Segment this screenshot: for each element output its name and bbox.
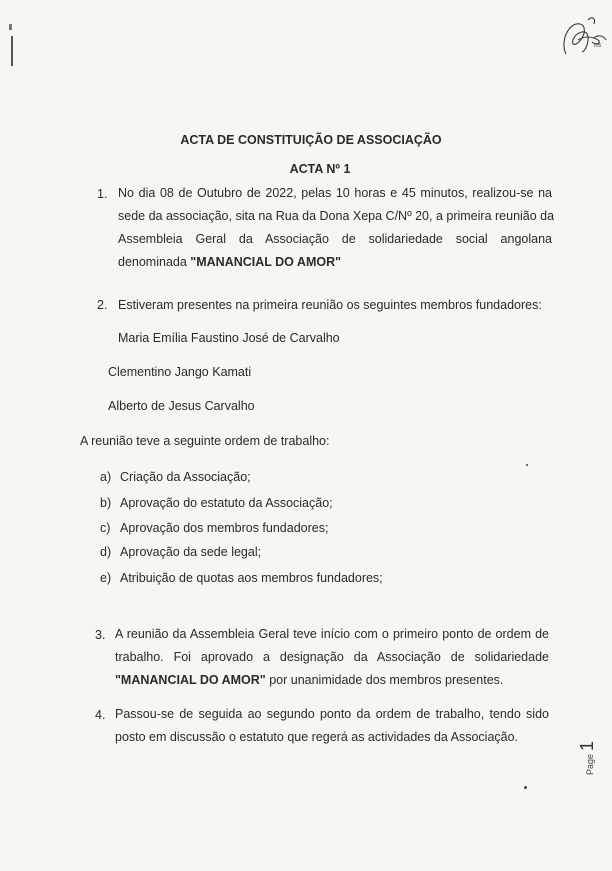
item-number: 1.	[97, 187, 108, 201]
member-name: Alberto de Jesus Carvalho	[108, 399, 255, 413]
association-name: "MANANCIAL DO AMOR"	[190, 255, 342, 269]
member-name: Clementino Jango Kamati	[108, 365, 252, 379]
agenda-item	[100, 545, 261, 559]
scan-mark	[9, 24, 12, 30]
paragraph-line	[118, 251, 552, 274]
document-title: ACTA DE CONSTITUIÇÃO DE ASSOCIAÇÃO	[180, 133, 442, 147]
svg-text:ns: ns	[594, 40, 602, 49]
paragraph-line	[115, 669, 549, 692]
line-text: por unanimidade dos membros presentes.	[265, 673, 504, 687]
agenda-text: Aprovação dos membros fundadores;	[120, 521, 329, 535]
agenda-text: Aprovação da sede legal;	[120, 545, 262, 559]
paragraph-line: No dia 08 de Outubro de 2022, pelas 10 horas e 45 minutos, realizou-se na	[118, 186, 552, 200]
page-number: 1	[577, 740, 597, 751]
paragraph-line: Assembleia Geral da Associação de solidariedade social angolana	[118, 232, 552, 246]
paragraph-line: sede da associação, sita na Rua da Dona Xepa C/Nº 20, a primeira reunião da	[118, 209, 555, 223]
paragraph-line: posto em discussão o estatuto que regerá as actividades da Associação.	[115, 730, 519, 744]
agenda-item	[100, 521, 328, 535]
item-3-paragraph	[115, 623, 549, 692]
member-name: Maria Emília Faustino José de Carvalho	[118, 331, 340, 345]
item-4-paragraph	[115, 703, 549, 749]
agenda-item	[100, 571, 383, 585]
signature-icon	[558, 14, 610, 62]
item-number: 3.	[95, 628, 106, 642]
agenda-text: Aprovação do estatuto da Associação;	[120, 496, 333, 510]
paragraph-line: Passou-se de seguida ao segundo ponto da ordem de trabalho, tendo sido	[115, 707, 549, 721]
agenda-label: b)	[100, 496, 112, 510]
agenda-item	[100, 470, 251, 484]
agenda-text: Criação da Associação;	[120, 470, 251, 484]
paragraph-line: A reunião da Assembleia Geral teve início com o primeiro ponto de ordem de	[115, 627, 549, 641]
scan-mark	[11, 36, 13, 66]
line-text: denominada	[118, 255, 187, 269]
agenda-label: e)	[100, 571, 112, 585]
paragraph-line: trabalho. Foi aprovado a designação da Associação de solidariedade	[115, 650, 549, 664]
association-name: "MANANCIAL DO AMOR"	[115, 673, 266, 687]
agenda-label: c)	[100, 521, 111, 535]
item-1-paragraph	[118, 182, 555, 274]
page-number-label	[577, 735, 607, 775]
agenda-label: d)	[100, 545, 112, 559]
page-word: Page	[585, 753, 595, 775]
item-2-text: Estiveram presentes na primeira reunião os seguintes membros fundadores:	[118, 298, 542, 312]
scan-speck	[526, 464, 528, 466]
scan-speck	[524, 786, 527, 789]
item-number: 4.	[95, 708, 106, 722]
agenda-text: Atribuição de quotas aos membros fundadores;	[120, 571, 383, 585]
item-number: 2.	[97, 298, 108, 312]
document-subtitle: ACTA Nº 1	[289, 162, 351, 176]
agenda-label: a)	[100, 470, 112, 484]
agenda-intro: A reunião teve a seguinte ordem de trabalho:	[80, 434, 330, 448]
agenda-item	[100, 496, 333, 510]
